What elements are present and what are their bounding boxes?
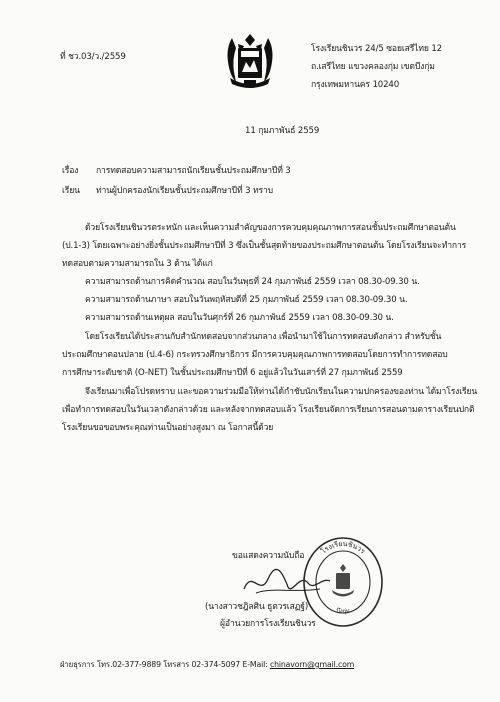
signer-title: ผู้อำนวยการโรงเรียนชินวร — [220, 619, 316, 629]
closing-text: ขอแสดงความนับถือ — [232, 551, 305, 561]
handwritten-signature — [236, 563, 336, 601]
recipient-text: ท่านผู้ปกครองนักเรียนชั้นประถมศึกษาปีที่ 3 ทราบ — [96, 186, 273, 196]
body-line: เพื่อทำการทดสอบในวันเวลาดังกล่าวด้วย และหลังจากทดสอบแล้ว โรงเรียนจัดการเรียนการสอนตามตารางเรียนปกติ — [62, 405, 475, 415]
letter-date: 11 กุมภาพันธ์ 2559 — [245, 126, 320, 136]
test-schedule-item: ความสามารถด้านภาษา สอบในวันพฤหัสบดีที่ 25 กุมภาพันธ์ 2559 เวลา 08.30-09.30 น. — [85, 295, 408, 305]
svg-text:บึงกุ่ม — [335, 607, 350, 615]
body-line: ทดสอบตามความสามารถใน 3 ด้าน ได้แก่ — [62, 259, 213, 269]
footer-contact — [60, 659, 354, 670]
stamp-top-text: โรงเรียนชินวร — [319, 539, 367, 556]
body-line: โดยโรงเรียนได้ประสานกับสำนักทดสอบจากส่วนกลาง เพื่อนำมาใช้ในการทดสอบดังกล่าว สำหรับชั้น — [85, 332, 442, 342]
email-link[interactable]: chinavorn@gmail.com — [269, 660, 355, 669]
school-address-line: โรงเรียนชินวร 24/5 ซอยเสรีไทย 12 — [311, 44, 442, 54]
test-schedule-item: ความสามารถด้านการคิดคำนวณ สอบในวันพุธที่ 24 กุมภาพันธ์ 2559 เวลา 08.30-09.30 น. — [85, 277, 420, 287]
footer-contact-text: ฝ่ายธุรการ โทร.02-377-9889 โทรสาร 02-374-5097 E-Mail: — [60, 660, 270, 669]
body-line: ด้วยโรงเรียนชินวรตระหนัก และเห็นความสำคัญของการควบคุมคุณภาพการสอนชั้นประถมศึกษาตอนต้น — [85, 223, 456, 233]
body-line: โรงเรียนขอขอบพระคุณท่านเป็นอย่างสูงมา ณ โอกาสนี้ด้วย — [62, 423, 274, 433]
subject-label: เรื่อง — [62, 166, 79, 176]
test-schedule-item: ความสามารถด้านเหตุผล สอบในวันศุกร์ที่ 26 กุมภาพันธ์ 2559 เวลา 08.30-09.30 น. — [85, 313, 394, 323]
recipient-label: เรียน — [62, 186, 80, 196]
school-address-line: ถ.เสรีไทย แขวงคลองกุ่ม เขตบึงกุ่ม — [311, 62, 435, 72]
body-line: จึงเรียนมาเพื่อโปรดทราบ และขอความร่วมมือให้ท่านได้กำชับนักเรียนในความปกครองของท่าน ได้มาโรงเรียน — [85, 387, 478, 397]
document-number: ที่ ชว.03/ว./2559 — [60, 52, 126, 62]
school-crest-icon — [222, 32, 278, 90]
subject-text: การทดสอบความสามารถนักเรียนชั้นประถมศึกษาปีที่ 3 — [96, 166, 291, 176]
stamp-bottom-text: บึงกุ่ม — [335, 607, 351, 616]
signer-name: (นางสาวชฎิลศิน ธูตวรเสฏฐ์) — [205, 602, 309, 612]
body-line: การศึกษาระดับชาติ (O-NET) ในชั้นประถมศึกษาปีที่ 6 อยู่แล้วในวันเสาร์ที่ 27 กุมภาพันธ์ 2559 — [62, 368, 403, 378]
school-address-line: กรุงเทพมหานคร 10240 — [311, 80, 400, 90]
body-line: ประถมศึกษาตอนปลาย (ป.4-6) กระทรวงศึกษาธิการ มีการควบคุมคุณภาพการทดสอบโดยการทำการทดสอบ — [62, 350, 448, 360]
body-line: (ป.1-3) โดยเฉพาะอย่างยิ่งชั้นประถมศึกษาปีที่ 3 ซึ่งเป็นชั้นสุดท้ายของประถมศึกษาตอนต้น โดยโรงเรียนจะทำการ — [62, 241, 467, 251]
